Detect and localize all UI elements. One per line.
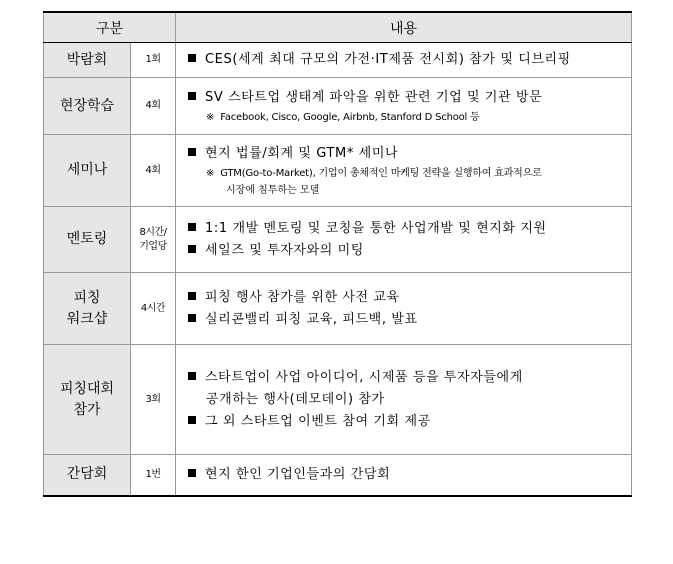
row-content <box>176 207 632 273</box>
count-line: 4회 <box>145 100 161 111</box>
bullet-item <box>188 464 631 486</box>
category-line: 피칭대회 <box>59 380 115 397</box>
bullet-text: 1:1 개발 멘토링 및 코칭을 통한 사업개발 및 현지화 지원 <box>205 220 547 236</box>
bullet-item <box>188 240 631 262</box>
category-line: 참가 <box>73 401 101 418</box>
square-bullet-icon <box>188 245 196 253</box>
bullet-text: 그 외 스타트업 이벤트 참여 기회 제공 <box>205 413 431 429</box>
square-bullet-icon <box>188 372 196 380</box>
row-content <box>176 455 632 496</box>
bullet-item <box>188 309 631 331</box>
count-line: 4회 <box>145 164 161 176</box>
row-category <box>44 455 131 496</box>
count-line: 4시간 <box>140 302 166 314</box>
program-table <box>43 11 632 497</box>
footnote-text-continued: 시장에 침투하는 모델 <box>226 184 320 196</box>
row-content <box>176 135 632 207</box>
category-line: 워크샵 <box>66 310 108 327</box>
header-row <box>44 12 632 43</box>
row-content <box>176 273 632 345</box>
row-count <box>131 207 176 273</box>
row-count <box>131 345 176 455</box>
count-line: 1번 <box>145 468 161 480</box>
bullet-text: 세일즈 및 투자자와의 미팅 <box>205 242 364 258</box>
bullet-item <box>188 87 631 109</box>
row-category <box>44 135 131 207</box>
table-row <box>44 207 632 273</box>
bullet-text: CES(세계 최대 규모의 가전·IT제품 전시회) 참가 및 디브리핑 <box>205 52 571 67</box>
category-line: 박람회 <box>66 51 108 68</box>
row-category <box>44 345 131 455</box>
row-count <box>131 455 176 496</box>
table-row <box>44 273 632 345</box>
table-row <box>44 78 632 135</box>
row-count <box>131 43 176 78</box>
row-category <box>44 78 131 135</box>
row-count <box>131 135 176 207</box>
count-line: 기업당 <box>139 240 167 252</box>
bullet-item <box>188 49 631 71</box>
row-count <box>131 78 176 135</box>
bullet-text: 현지 한인 기업인들과의 간담회 <box>205 466 391 482</box>
row-content <box>176 345 632 455</box>
footnote <box>188 165 631 182</box>
square-bullet-icon <box>188 292 196 300</box>
row-category <box>44 207 131 273</box>
category-line: 현장학습 <box>59 97 115 114</box>
footnote-text: GTM(Go-to-Market), 기업이 총체적인 마케팅 전략을 실행하여 효과적으로 <box>220 167 542 179</box>
row-count <box>131 273 176 345</box>
category-line: 간담회 <box>66 466 108 483</box>
square-bullet-icon <box>188 416 196 424</box>
square-bullet-icon <box>188 223 196 231</box>
bullet-text: 실리콘밸리 피칭 교육, 피드백, 발표 <box>205 311 418 327</box>
bullet-item <box>188 287 631 309</box>
bullet-text-continued: 공개하는 행사(데모데이) 참가 <box>206 391 385 407</box>
footnote <box>188 109 631 126</box>
table-row <box>44 455 632 496</box>
header-category: 구분 <box>44 12 176 43</box>
table-row <box>44 43 632 78</box>
header-content: 내용 <box>176 12 632 43</box>
square-bullet-icon <box>188 314 196 322</box>
square-bullet-icon <box>188 92 196 100</box>
category-line: 세미나 <box>66 162 108 178</box>
bullet-item <box>188 367 631 389</box>
row-content <box>176 78 632 135</box>
reference-mark-icon: ※ <box>206 111 215 123</box>
table-row <box>44 345 632 455</box>
bullet-item <box>188 143 631 165</box>
row-category <box>44 273 131 345</box>
count-line: 8시간/ <box>139 226 167 238</box>
category-line: 멘토링 <box>66 231 108 247</box>
square-bullet-icon <box>188 54 196 62</box>
count-line: 3회 <box>145 393 161 405</box>
row-category <box>44 43 131 78</box>
square-bullet-icon <box>188 469 196 477</box>
count-line: 1회 <box>145 54 161 65</box>
category-line: 피칭 <box>73 289 101 306</box>
bullet-item <box>188 411 631 433</box>
bullet-text: 현지 법률/회계 및 GTM* 세미나 <box>205 145 399 161</box>
square-bullet-icon <box>188 148 196 156</box>
bullet-text: 피칭 행사 참가를 위한 사전 교육 <box>205 289 400 305</box>
bullet-text: SV 스타트업 생태계 파악을 위한 관련 기업 및 기관 방문 <box>205 89 543 105</box>
row-content <box>176 43 632 78</box>
reference-mark-icon: ※ <box>206 167 215 179</box>
footnote-text: Facebook, Cisco, Google, Airbnb, Stanford D School 등 <box>220 111 480 123</box>
bullet-text: 스타트업이 사업 아이디어, 시제품 등을 투자자들에게 <box>205 369 523 385</box>
bullet-item <box>188 218 631 240</box>
table-row <box>44 135 632 207</box>
